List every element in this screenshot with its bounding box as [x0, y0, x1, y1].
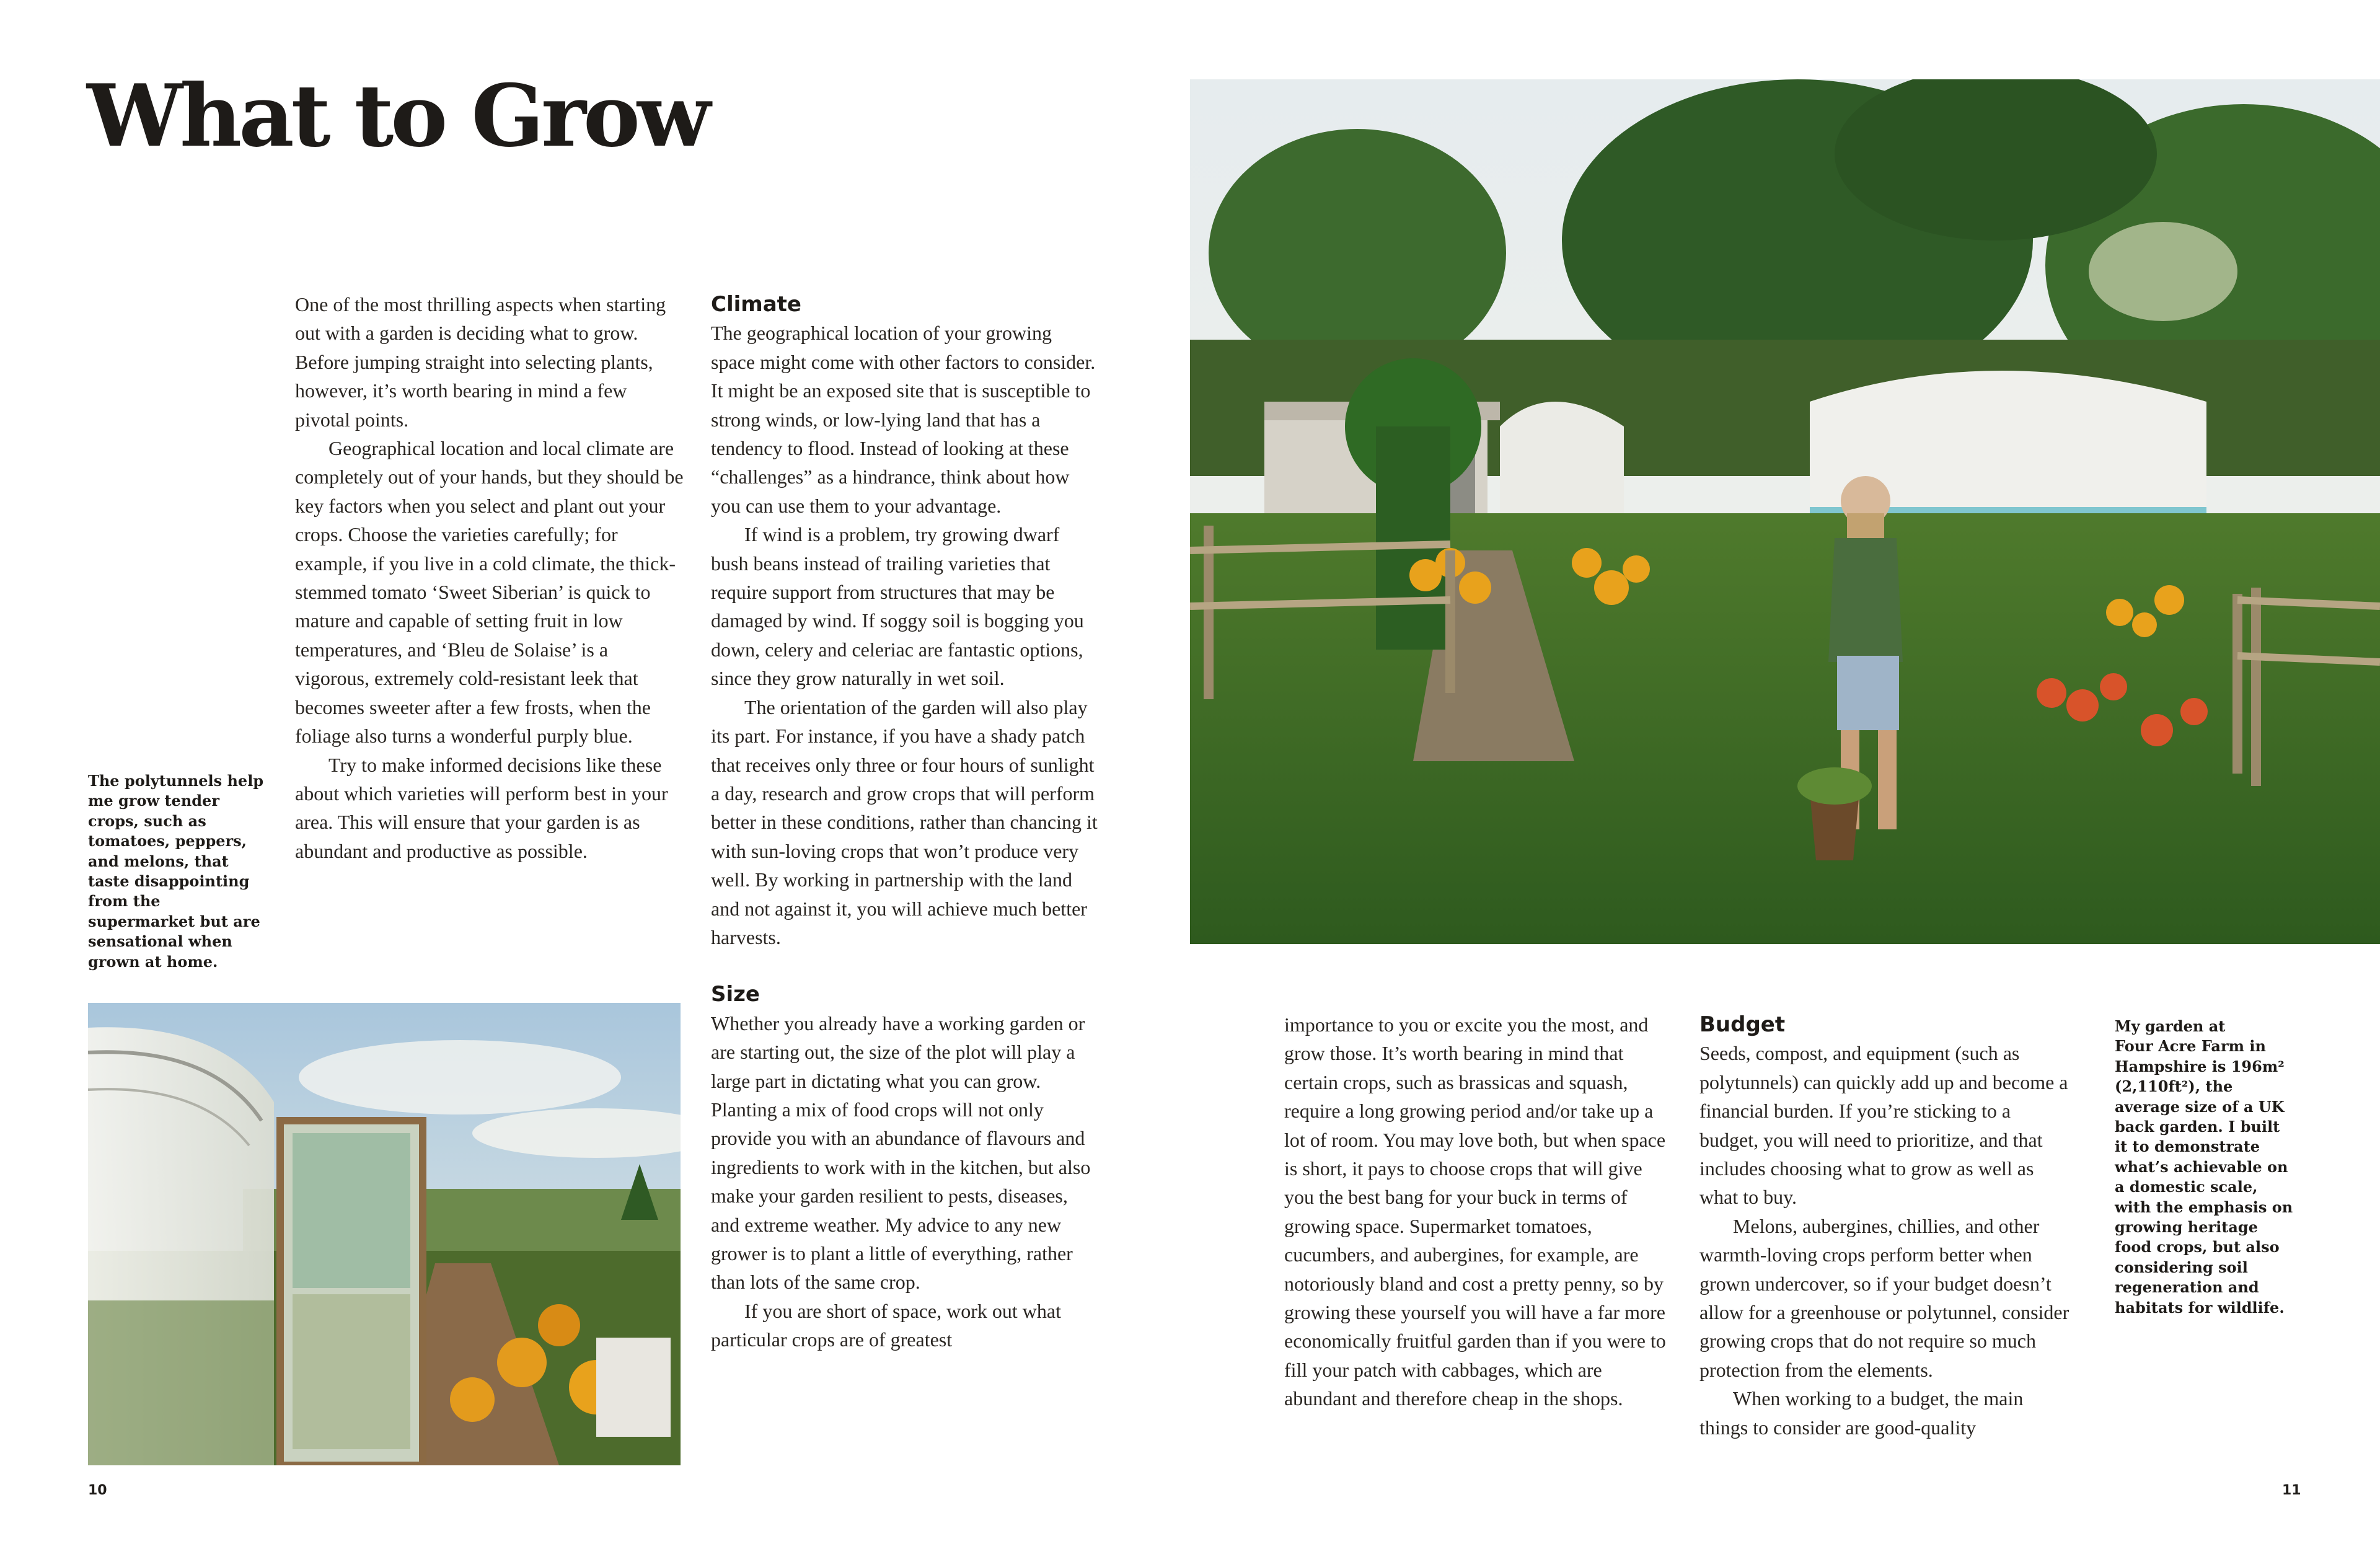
- paragraph: Geographical location and local climate are completely out of your hands, but they should be key factors when you select and plant out your crops. Choose the varieties carefully; for example, if you live in a cold climate, the thick-stemmed tomato ‘Sweet Siberian’ is quick to mature and capable of setting fruit in low temperatures, and ‘Bleu de Solaise’ is a vigorous, extremely cold-resistant leek that becomes sweeter after a few frosts, when the foliage also turns a wonderful purply blue.: [295, 437, 684, 748]
- caption-line: Hampshire is 196m² (2,110ft²), the average size of a UK back garden. I built it to demonstrate what’s achievable on a domestic scale, with the emphasis on growing heritage food crops, but also considering soil regeneration and habitats for wildlife.: [2115, 1057, 2293, 1317]
- garden-illustration: [1190, 79, 2380, 944]
- paragraph: The orientation of the garden will also play its part. For instance, if you have a shady patch that receives only three or four hours of sunlight a day, research and grow crops that will perform better in these conditions, rather than chancing it with sun-loving crops that won’t produce very well. By working in partnership with the land and not against it, you will achieve much better harvests.: [711, 695, 1098, 948]
- budget-heading: Budget: [1699, 1012, 1786, 1037]
- page-number-left: 10: [88, 1483, 107, 1498]
- paragraph: If wind is a problem, try growing dwarf bush beans instead of trailing varieties that require support from structures that may be damaged by wind. If soggy soil is bogging you down, celery and celeriac are fantastic options, since they grow naturally in wet soil.: [711, 523, 1084, 690]
- budget-column: [1699, 1010, 2071, 1442]
- paragraph: Melons, aubergines, chillies, and other warmth-loving crops perform better when grown undercover, so if your budget doesn’t allow for a greenhouse or polytunnel, consider growing crops that do not require so much protection from the elements.: [1699, 1214, 2069, 1381]
- paragraph: The geographical location of your growing space might come with other factors to consider. It might be an exposed site that is susceptible to strong winds, or low-lying land that has a tendency to flood. Instead of looking at these “challenges” as a hindrance, think about how you can use them to your advantage.: [711, 322, 1096, 517]
- garden-photo: [1190, 79, 2380, 944]
- polytunnel-illustration: [88, 1003, 681, 1465]
- climate-size-column: [711, 290, 1100, 1354]
- paragraph: Whether you already have a working garden or are starting out, the size of the plot will play a large part in dictating what you can grow. Planting a mix of food crops will not only provide you with an abundance of flavours and ingredients to work with in the kitchen, but also make your garden resilient to pests, diseases, and extreme weather. My advice to any new grower is to plant a little of everything, rather than lots of the same crop.: [711, 1012, 1091, 1294]
- crops-column: [1284, 1010, 1673, 1413]
- left-photo-caption: The polytunnels help me grow tender crops, such as tomatoes, peppers, and melons, that taste disappointing from the supermarket but are sensational when grown at home.: [88, 772, 264, 971]
- intro-column: [295, 290, 684, 865]
- caption-line: Four Acre Farm in: [2115, 1037, 2266, 1056]
- caption-line: My garden at: [2115, 1017, 2226, 1035]
- climate-heading: Climate: [711, 292, 801, 317]
- paragraph: When working to a budget, the main things to consider are good-quality: [1699, 1387, 2024, 1439]
- right-photo-caption: [2115, 1017, 2294, 1318]
- paragraph: Try to make informed decisions like these about which varieties will perform best in your area. This will ensure that your garden is as abundant and productive as possible.: [295, 753, 668, 862]
- page-number-right: 11: [2282, 1483, 2301, 1498]
- paragraph: importance to you or excite you the most, and grow those. It’s worth bearing in mind that certain crops, such as brassicas and squash, require a long growing period and/or take up a lot of room. You may love both, but when space is short, it pays to choose crops that will give you the best bang for your buck in terms of growing space. Supermarket tomatoes, cucumbers, and aubergines, for example, are notoriously bland and cost a pretty penny, so by growing these yourself you will have a far more economically fruitful garden than if you were to fill your patch with cabbages, which are abundant and therefore cheap in the shops.: [1284, 1013, 1666, 1410]
- paragraph: If you are short of space, work out what particular crops are of greatest: [711, 1299, 1061, 1351]
- size-heading: Size: [711, 982, 760, 1007]
- polytunnel-photo: [88, 1003, 681, 1465]
- paragraph: Seeds, compost, and equipment (such as polytunnels) can quickly add up and become a financial burden. If you’re sticking to a budget, you will need to prioritize, and that includes choosing what to grow as well as what to buy.: [1699, 1042, 2068, 1209]
- paragraph: One of the most thrilling aspects when starting out with a garden is deciding what to grow. Before jumping straight into selecting plants, however, it’s worth bearing in mind a few pivotal points.: [295, 293, 666, 431]
- page-title: What to Grow: [87, 65, 708, 166]
